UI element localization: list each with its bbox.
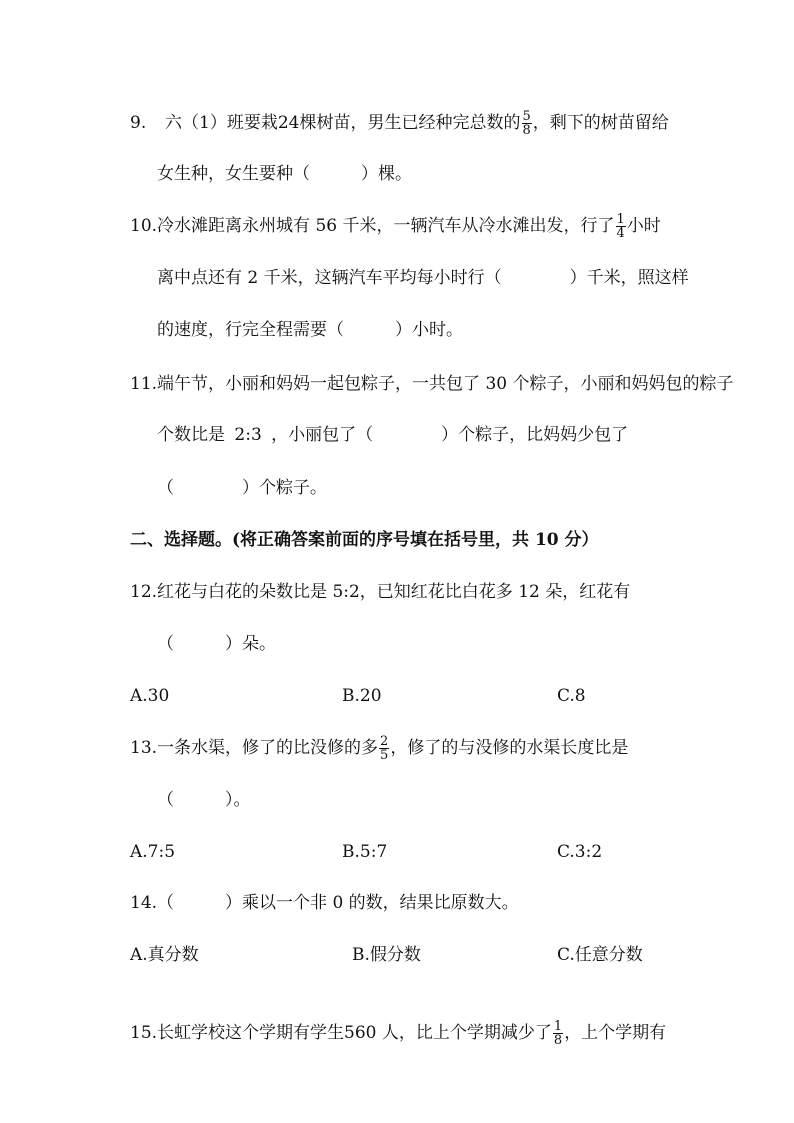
fraction-one-quarter	[616, 213, 626, 240]
fraction-two-fifths	[379, 735, 389, 762]
fraction-denominator: 8	[522, 123, 531, 138]
question-13-option-b: B.5:7	[342, 842, 388, 862]
question-13-line-2: （ ）。	[157, 790, 251, 810]
question-14-option-c: C.任意分数	[557, 945, 643, 965]
question-13-option-c: C.3:2	[557, 842, 603, 862]
question-9-text-b: ，剩下的树苗留给	[532, 113, 669, 133]
question-10-line-3: 的速度，行完全程需要（ ）小时。	[157, 320, 463, 340]
question-13-text-a: 一条水渠，修了的比没修的多	[157, 738, 379, 758]
question-12-number: 12.	[130, 582, 158, 602]
question-12-text: 红花与白花的朵数比是 5:2，已知红花比白花多 12 朵，红花有	[157, 582, 631, 602]
question-14-option-a: A.真分数	[130, 945, 199, 965]
question-13-number: 13.	[130, 738, 158, 758]
question-12-option-a: A.30	[130, 686, 170, 706]
question-13-text-b: ，修了的与没修的水渠长度比是	[390, 738, 629, 758]
question-10-text-b: 小时	[626, 216, 661, 236]
question-13-line-1	[130, 735, 628, 762]
question-10-text-a: 冷水滩距离永州城有 56 千米，一辆汽车从冷水滩出发，行了	[157, 216, 615, 236]
question-14-option-b: B.假分数	[352, 945, 421, 965]
question-12-option-c: C.8	[557, 686, 586, 706]
question-15-number: 15.	[130, 1023, 158, 1043]
question-14-line-1	[130, 891, 519, 915]
fraction-denominator: 4	[616, 226, 625, 241]
fraction-five-eighths	[522, 110, 532, 137]
fraction-numerator: 1	[553, 1019, 563, 1034]
section-2-heading: 二、选择题。(将正确答案前面的序号填在括号里，共 10 分）	[130, 530, 599, 550]
question-14-number: 14.	[130, 893, 158, 913]
question-11-text: 端午节，小丽和妈妈一起包粽子，一共包了 30 个粽子，小丽和妈妈包的粽子	[157, 374, 734, 394]
question-15-text-b: ，上个学期有	[564, 1023, 667, 1043]
question-15-text-a: 长虹学校这个学期有学生560 人，比上个学期减少了	[157, 1023, 552, 1043]
question-9-line-2: 女生种，女生要种（ ）棵。	[157, 164, 412, 184]
question-9-line-1	[130, 110, 669, 137]
fraction-numerator: 2	[380, 734, 389, 749]
question-12-line-2: （ ）朵。	[157, 634, 276, 654]
question-12-option-b: B.20	[342, 686, 382, 706]
question-11-line-3: （ ）个粽子。	[157, 478, 327, 498]
fraction-numerator: 1	[616, 212, 625, 227]
question-10-line-1	[130, 213, 661, 240]
fraction-denominator: 5	[380, 748, 389, 763]
fraction-numerator: 5	[522, 109, 531, 124]
question-10-number: 10.	[130, 216, 158, 236]
question-14-text: （ ）乘以一个非 0 的数，结果比原数大。	[157, 893, 519, 913]
question-13-option-a: A.7:5	[130, 842, 176, 862]
fraction-denominator: 8	[553, 1033, 563, 1048]
question-9-text-a: 六（1）班要栽24棵树苗，男生已经种完总数的	[165, 113, 521, 133]
question-9-number: 9.	[130, 113, 147, 133]
question-11-line-1	[130, 372, 734, 396]
fraction-one-eighth	[553, 1020, 563, 1047]
question-10-line-2: 离中点还有 2 千米，这辆汽车平均每小时行（ ）千米，照这样	[157, 268, 689, 288]
question-12-line-1	[130, 580, 630, 604]
question-11-number: 11.	[130, 374, 158, 394]
question-11-line-2: 个数比是 2:3 ，小丽包了（ ）个粽子，比妈妈少包了	[157, 425, 629, 445]
question-15-line-1	[130, 1020, 666, 1047]
